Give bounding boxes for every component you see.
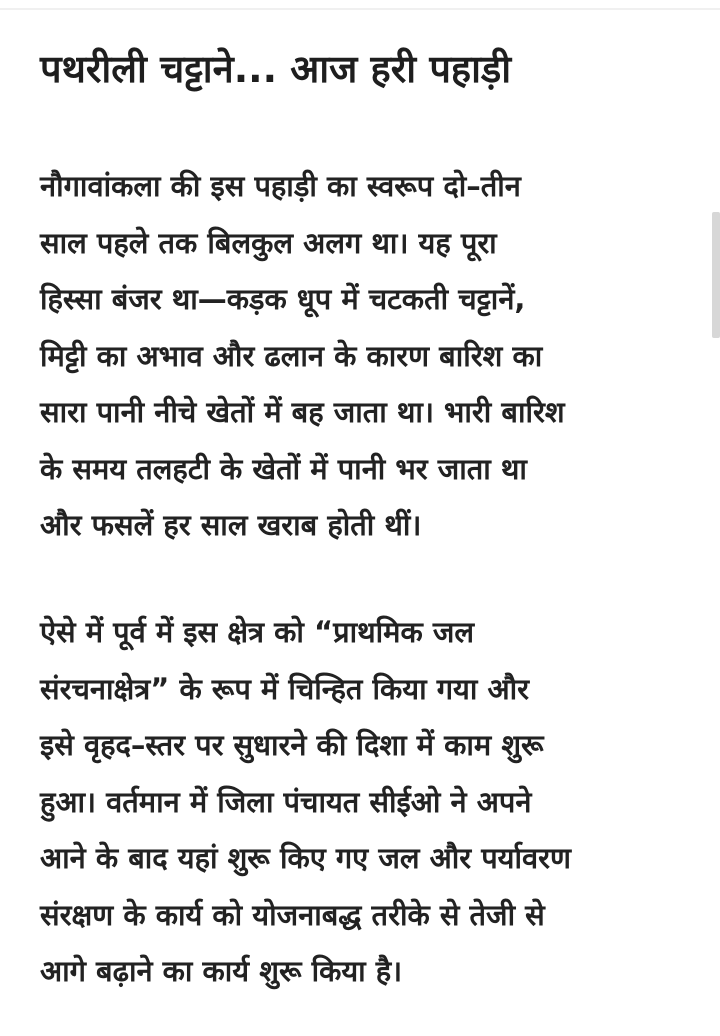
paragraph-line: नौगावांकला की इस पहाड़ी का स्वरूप दो–तीन — [40, 169, 521, 203]
paragraph-line: साल पहले तक बिलकुल अलग था। यह पूरा — [40, 225, 497, 260]
paragraph-line: और फसलें हर साल खराब होती थीं। — [40, 508, 422, 542]
paragraph-line: आने के बाद यहां शुरू किए गए जल और पर्यावरण — [40, 841, 571, 875]
paragraph-line: हिस्सा बंजर था—कड़क धूप में चटकती चट्टानें, — [40, 282, 526, 316]
paragraph-line: ऐसे में पूर्व में इस क्षेत्र को “प्राथमिक जल — [40, 615, 475, 649]
scrollbar-thumb[interactable] — [712, 212, 720, 338]
paragraph-line: सारा पानी नीचे खेतों में बह जाता था। भारी बारिश — [40, 395, 565, 429]
paragraph-line: के समय तलहटी के खेतों में पानी भर जाता था — [40, 451, 527, 486]
top-divider — [0, 8, 720, 10]
article-title: पथरीली चट्टाने... आज हरी पहाड़ी — [40, 47, 512, 91]
article-paragraph-2 — [40, 604, 690, 1000]
paragraph-line: मिट्टी का अभाव और ढलान के कारण बारिश का — [40, 338, 543, 373]
paragraph-line: संरचनाक्षेत्र” के रूप में चिन्हित किया गया और — [40, 671, 529, 706]
article-paragraph-1 — [40, 158, 690, 554]
paragraph-line: इसे वृहद–स्तर पर सुधारने की दिशा में काम शुरू — [40, 728, 544, 762]
paragraph-line: संरक्षण के कार्य को योजनाबद्ध तरीके से तेजी से — [40, 897, 545, 932]
paragraph-line: हुआ। वर्तमान में जिला पंचायत सीईओ ने अपने — [40, 784, 532, 819]
paragraph-line: आगे बढ़ाने का कार्य शुरू किया है। — [40, 954, 403, 988]
